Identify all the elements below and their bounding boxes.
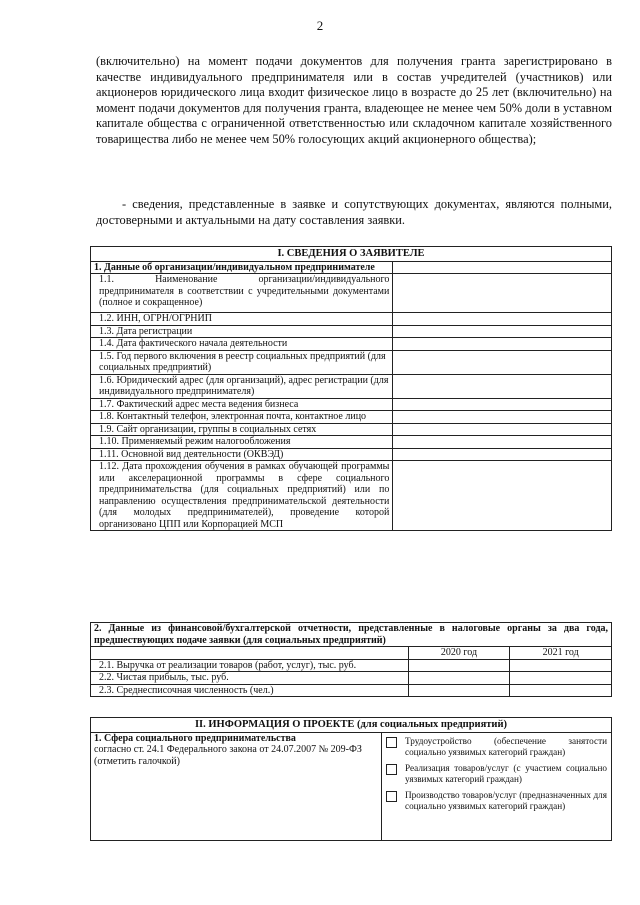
answer-cell-1-9[interactable] (393, 423, 612, 436)
checkbox-sales[interactable] (386, 764, 397, 775)
intro-paragraph-2: - сведения, представленные в заявке и сопутствующих документах, являются полными, достоверными и актуальными на дату составления заявки. (96, 197, 612, 227)
value-2-1-2020[interactable] (408, 659, 510, 672)
answer-cell-1-8[interactable] (393, 411, 612, 424)
group-1-title: 1. Данные об организации/индивидуальном предпринимателе (91, 261, 393, 274)
row-1-4-label: 1.4. Дата фактического начала деятельности (91, 338, 393, 351)
row-1-10-label: 1.10. Применяемый режим налогообложения (91, 436, 393, 449)
applicant-info-table (90, 246, 612, 531)
year-2020-header: 2020 год (408, 647, 510, 660)
option-employment-label: Трудоустройство (обеспечение занятости социально уязвимых категорий граждан) (405, 735, 607, 757)
project-info-table (90, 717, 612, 841)
answer-cell-1-4[interactable] (393, 338, 612, 351)
checkbox-employment[interactable] (386, 737, 397, 748)
answer-cell-1-12[interactable] (393, 461, 612, 531)
row-1-7-label: 1.7. Фактический адрес места ведения бизнеса (91, 398, 393, 411)
row-1-9-label: 1.9. Сайт организации, группы в социальных сетях (91, 423, 393, 436)
social-sphere-options (382, 732, 612, 840)
section-3-title: II. ИНФОРМАЦИЯ О ПРОЕКТЕ (для социальных предприятий) (91, 718, 612, 733)
option-production[interactable] (386, 790, 607, 812)
social-sphere-title: 1. Сфера социального предпринимательства (94, 732, 296, 744)
option-employment[interactable] (386, 736, 607, 758)
option-production-label: Производство товаров/услуг (предназначенных для социально уязвимых категорий граждан) (405, 789, 607, 811)
year-header-spacer (91, 647, 409, 660)
answer-cell-1-3[interactable] (393, 325, 612, 338)
answer-cell-1-2[interactable] (393, 313, 612, 326)
option-sales-label: Реализация товаров/услуг (с участием социально уязвимых категорий граждан) (405, 762, 607, 784)
financial-data-table (90, 622, 612, 697)
row-2-2-label: 2.2. Чистая прибыль, тыс. руб. (91, 672, 409, 685)
row-1-2-label: 1.2. ИНН, ОГРН/ОГРНИП (91, 313, 393, 326)
row-1-11-label: 1.11. Основной вид деятельности (ОКВЭД) (91, 448, 393, 461)
row-2-1-label: 2.1. Выручка от реализации товаров (работ, услуг), тыс. руб. (91, 659, 409, 672)
value-2-2-2021[interactable] (510, 672, 612, 685)
value-2-2-2020[interactable] (408, 672, 510, 685)
answer-cell-1-11[interactable] (393, 448, 612, 461)
answer-cell-1-1[interactable] (393, 274, 612, 313)
answer-cell-1-6[interactable] (393, 374, 612, 398)
row-1-12-label: 1.12. Дата прохождения обучения в рамках обучающей программы или акселерационной программы в сфере социального предпринимательства (для социальных предприятий) или по направлению осуществления предпринимательской деятельности (для молодых предпринимателей), проведение которой организовано ЦПП или Корпорацией МСП (91, 461, 393, 531)
value-2-3-2020[interactable] (408, 684, 510, 697)
row-1-1-label: 1.1. Наименование организации/индивидуального предпринимателя в соответствии с учредительными документами (полное и сокращенное) (91, 274, 393, 313)
intro-paragraph-1: (включительно) на момент подачи документов для получения гранта зарегистрировано в качестве индивидуального предпринимателя или в состав учредителей (участников) или акционеров юридического лица входит физическое лицо в возрасте до 25 лет (включительно) на момент подачи документов для получения гранта, владеющее не менее чем 50% доли в уставном капитале общества с ограниченной ответственностью или складочном капитале хозяйственного товарищества либо не менее чем 50% голосующих акций акционерного общества); (96, 54, 612, 146)
option-sales[interactable] (386, 763, 607, 785)
row-2-3-label: 2.3. Среднесписочная численность (чел.) (91, 684, 409, 697)
social-sphere-cell (91, 732, 382, 840)
value-2-1-2021[interactable] (510, 659, 612, 672)
value-2-3-2021[interactable] (510, 684, 612, 697)
answer-cell-1-7[interactable] (393, 398, 612, 411)
page-number: 2 (316, 18, 324, 33)
answer-cell-1-5[interactable] (393, 350, 612, 374)
year-2021-header: 2021 год (510, 647, 612, 660)
row-1-6-label: 1.6. Юридический адрес (для организаций), адрес регистрации (для индивидуального предпринимателя) (91, 374, 393, 398)
section-2-title: 2. Данные из финансовой/бухгалтерской отчетности, представленные в налоговые органы за два года, предшествующих подаче заявки (для социальных предприятий) (91, 623, 612, 647)
social-sphere-note: согласно ст. 24.1 Федерального закона от 24.07.2007 № 209-ФЗ (отметить галочкой) (94, 744, 362, 767)
row-1-5-label: 1.5. Год первого включения в реестр социальных предприятий (для социальных предприятий) (91, 350, 393, 374)
row-1-3-label: 1.3. Дата регистрации (91, 325, 393, 338)
answer-cell-1-10[interactable] (393, 436, 612, 449)
answer-cell[interactable] (393, 261, 612, 274)
section-1-title: I. СВЕДЕНИЯ О ЗАЯВИТЕЛЕ (91, 247, 612, 262)
checkbox-production[interactable] (386, 791, 397, 802)
row-1-8-label: 1.8. Контактный телефон, электронная почта, контактное лицо (91, 411, 393, 424)
